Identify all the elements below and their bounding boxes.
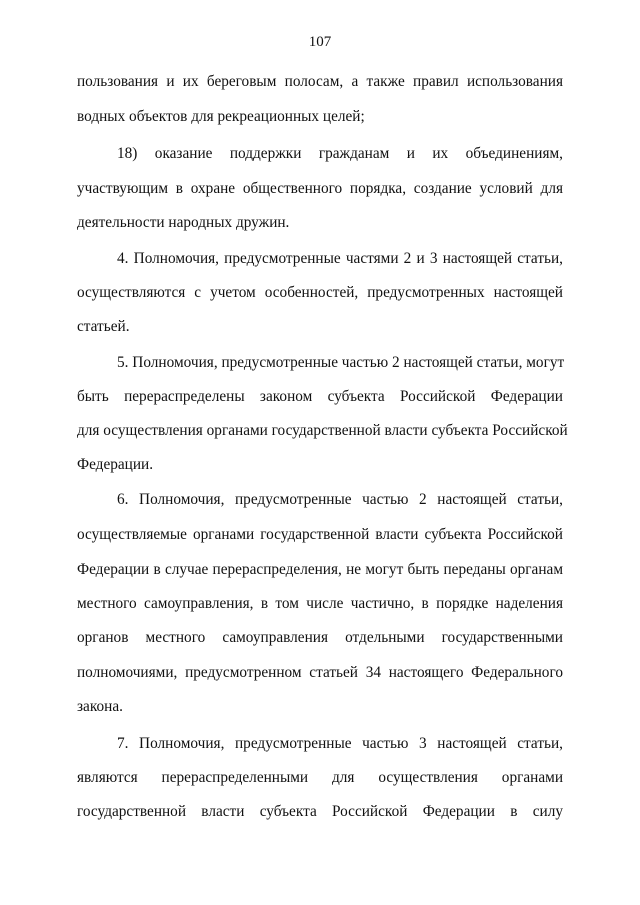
text-line: государственной власти субъекта Российской Федерации в силу — [77, 803, 563, 820]
page-number: 107 — [308, 34, 332, 50]
text-line: 7. Полномочия, предусмотренные частью 3 настоящей статьи, — [117, 735, 563, 752]
text-line: 6. Полномочия, предусмотренные частью 2 настоящей статьи, — [117, 491, 563, 508]
text-line: осуществляемые органами государственной власти субъекта Российской — [77, 526, 563, 543]
text-line: участвующим в охране общественного порядка, создание условий для — [77, 180, 563, 197]
text-line: являются перераспределенными для осуществления органами — [77, 769, 563, 786]
text-line: пользования и их береговым полосам, а также правил использования — [77, 73, 563, 90]
text-line: местного самоуправления, в том числе частично, в порядке наделения — [77, 595, 563, 612]
text-line: быть перераспределены законом субъекта Российской Федерации — [77, 388, 563, 405]
text-line: для осуществления органами государственной власти субъекта Российской — [77, 422, 568, 439]
text-line: 5. Полномочия, предусмотренные частью 2 настоящей статьи, могут — [117, 354, 565, 371]
text-line: закона. — [77, 698, 123, 715]
text-line: Федерации. — [77, 456, 154, 473]
text-line: Федерации в случае перераспределения, не могут быть переданы органам — [77, 561, 563, 578]
text-line: водных объектов для рекреационных целей; — [77, 108, 365, 125]
text-line: полномочиями, предусмотренном статьей 34 настоящего Федерального — [77, 664, 563, 681]
text-line: органов местного самоуправления отдельными государственными — [77, 629, 563, 646]
text-line: статьей. — [77, 318, 130, 335]
text-line: деятельности народных дружин. — [77, 214, 290, 231]
text-line: осуществляются с учетом особенностей, предусмотренных настоящей — [77, 284, 563, 301]
text-line: 18) оказание поддержки гражданам и их объединениям, — [117, 145, 563, 162]
text-line: 4. Полномочия, предусмотренные частями 2 и 3 настоящей статьи, — [117, 250, 563, 267]
